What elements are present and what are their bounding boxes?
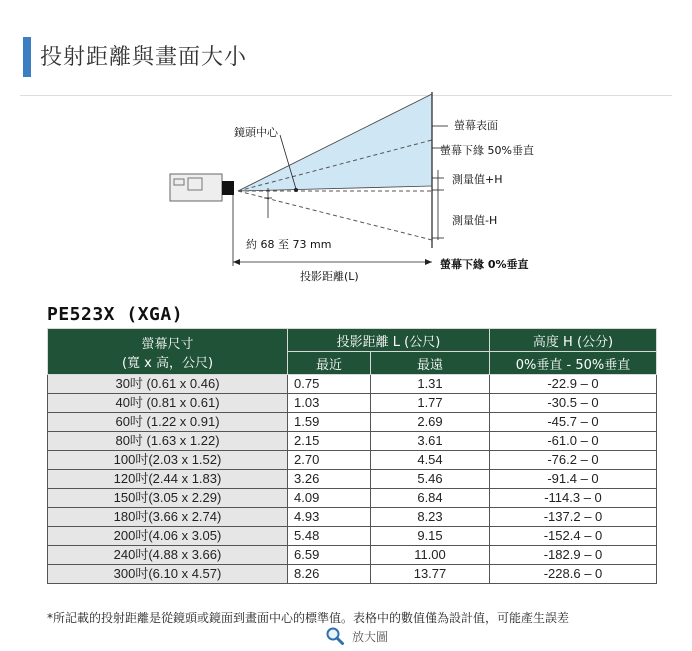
cell-screen-size: 200吋(4.06 x 3.05) [48, 527, 288, 546]
table-row [48, 394, 657, 413]
cell-farthest: 5.46 [371, 470, 490, 489]
cell-height: -137.2 – 0 [490, 508, 657, 527]
cell-screen-size: 80吋 (1.63 x 1.22) [48, 432, 288, 451]
label-offset: 約 68 至 73 mm [246, 238, 332, 251]
cell-farthest: 9.15 [371, 527, 490, 546]
model-title: PE523X (XGA) [47, 304, 184, 325]
cell-nearest: 4.09 [288, 489, 371, 508]
cell-screen-size: 60吋 (1.22 x 0.91) [48, 413, 288, 432]
label-measure-minus: 測量值-H [452, 214, 498, 227]
projection-diagram [160, 88, 580, 288]
cell-height: -182.9 – 0 [490, 546, 657, 565]
cell-nearest: 3.26 [288, 470, 371, 489]
cell-height: -114.3 – 0 [490, 489, 657, 508]
lens-icon [222, 181, 234, 195]
table-body [48, 375, 657, 584]
cell-farthest: 3.61 [371, 432, 490, 451]
header-screen-size [48, 329, 288, 375]
cell-height: -61.0 – 0 [490, 432, 657, 451]
cell-nearest: 5.48 [288, 527, 371, 546]
cell-height: -22.9 – 0 [490, 375, 657, 394]
cell-nearest: 0.75 [288, 375, 371, 394]
table-row [48, 432, 657, 451]
cell-height: -152.4 – 0 [490, 527, 657, 546]
cell-screen-size: 150吋(3.05 x 2.29) [48, 489, 288, 508]
magnifier-icon [326, 627, 344, 645]
cell-height: -45.7 – 0 [490, 413, 657, 432]
cell-screen-size: 40吋 (0.81 x 0.61) [48, 394, 288, 413]
header-farthest: 最遠 [371, 352, 490, 375]
cell-farthest: 1.77 [371, 394, 490, 413]
header-screen-size-sub: (寬 x 高，公尺) [121, 355, 214, 371]
cell-screen-size: 30吋 (0.61 x 0.46) [48, 375, 288, 394]
label-throw-distance: 投影距離(L) [300, 270, 359, 283]
cell-farthest: 1.31 [371, 375, 490, 394]
cell-nearest: 1.03 [288, 394, 371, 413]
cell-nearest: 1.59 [288, 413, 371, 432]
cell-height: -91.4 – 0 [490, 470, 657, 489]
header-height-range: 0%垂直 - 50%垂直 [490, 352, 657, 375]
cell-screen-size: 100吋(2.03 x 1.52) [48, 451, 288, 470]
title-accent-bar [23, 37, 31, 77]
cell-screen-size: 240吋(4.88 x 3.66) [48, 546, 288, 565]
cell-height: -228.6 – 0 [490, 565, 657, 584]
table-row [48, 546, 657, 565]
header-height: 高度 H (公分) [490, 329, 657, 352]
cell-height: -76.2 – 0 [490, 451, 657, 470]
table-row [48, 565, 657, 584]
table-row [48, 375, 657, 394]
header-nearest: 最近 [288, 352, 371, 375]
table-header-row [48, 329, 657, 352]
zoom-label[interactable]: 放大圖 [352, 629, 389, 644]
projection-spec-table [47, 328, 657, 584]
cell-farthest: 11.00 [371, 546, 490, 565]
cell-screen-size: 180吋(3.66 x 2.74) [48, 508, 288, 527]
cell-farthest: 2.69 [371, 413, 490, 432]
table-row [48, 508, 657, 527]
table-row [48, 527, 657, 546]
cell-farthest: 6.84 [371, 489, 490, 508]
zoom-link[interactable] [326, 627, 388, 645]
cell-nearest: 2.70 [288, 451, 371, 470]
label-measure-plus: 測量值+H [452, 173, 503, 186]
cell-nearest: 2.15 [288, 432, 371, 451]
footnote: *所記載的投射距離是從鏡頭或鏡面到畫面中心的標準值。表格中的數值僅為設計值，可能產生誤差 [47, 611, 570, 625]
table-row [48, 470, 657, 489]
cell-height: -30.5 – 0 [490, 394, 657, 413]
cell-screen-size: 120吋(2.44 x 1.83) [48, 470, 288, 489]
cell-farthest: 4.54 [371, 451, 490, 470]
cell-screen-size: 300吋(6.10 x 4.57) [48, 565, 288, 584]
label-screen-bottom-0: 螢幕下緣 0%垂直 [440, 258, 529, 271]
cell-farthest: 8.23 [371, 508, 490, 527]
label-screen-bottom-50: 螢幕下緣 50%垂直 [440, 144, 534, 157]
header-screen-size-label: 螢幕尺寸 [141, 336, 194, 352]
header-throw-distance: 投影距離 L (公尺) [288, 329, 490, 352]
table-row [48, 489, 657, 508]
cell-nearest: 6.59 [288, 546, 371, 565]
table-row [48, 451, 657, 470]
page-title: 投射距離與畫面大小 [40, 45, 248, 70]
cell-nearest: 8.26 [288, 565, 371, 584]
label-screen-surface: 螢幕表面 [454, 119, 498, 132]
cell-nearest: 4.93 [288, 508, 371, 527]
cell-farthest: 13.77 [371, 565, 490, 584]
table-row [48, 413, 657, 432]
label-lens-center: 鏡頭中心 [234, 126, 278, 139]
